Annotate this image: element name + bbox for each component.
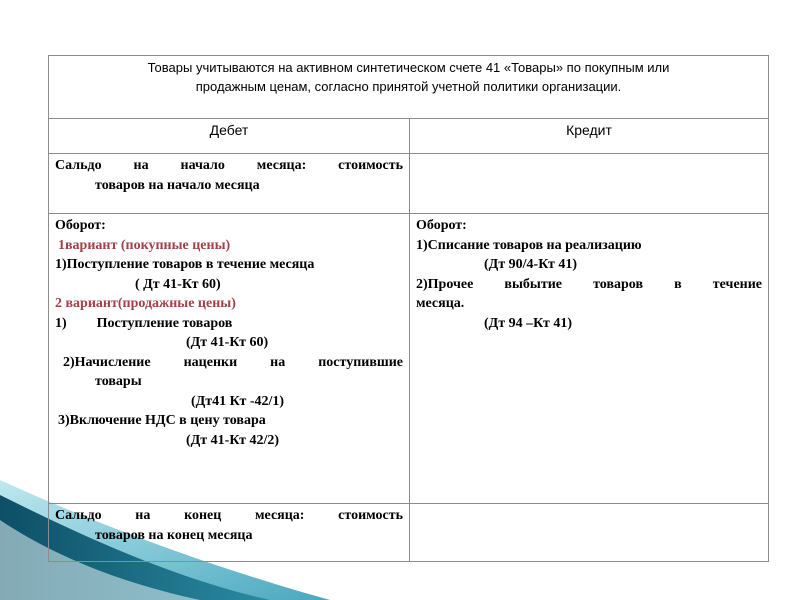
variant2-heading: 2 вариант(продажные цены) <box>55 296 236 311</box>
variant1-heading: 1вариант (покупные цены) <box>58 237 231 253</box>
turnover-credit-cell <box>410 214 769 504</box>
saldo-end-line-2: товаров на конец месяца <box>95 527 253 543</box>
saldo-end-row <box>49 504 769 562</box>
v2-item1-num: 1) <box>55 315 67 331</box>
header-line-2: продажным ценам, согласно принятой учетной политики организации. <box>195 79 622 94</box>
debit-column-header: Дебет <box>49 119 410 154</box>
turnover-debit-cell <box>49 214 410 504</box>
column-header-row <box>49 119 769 154</box>
v2-item3: 3)Включение НДС в цену товара <box>58 413 266 428</box>
header-line-1: Товары учитываются на активном синтетическом счете 41 «Товары» по покупным или <box>147 60 670 75</box>
v1-item1-entry: ( Дт 41-Кт 60) <box>135 276 221 292</box>
credit-column-header: Кредит <box>410 119 769 154</box>
credit-item1: 1)Списание товаров на реализацию <box>416 237 642 253</box>
turnover-row <box>49 214 769 504</box>
v2-item2-line-1: 2)Начисление наценки на поступившие <box>63 354 403 370</box>
v2-item1-entry: (Дт 41-Кт 60) <box>186 335 269 350</box>
saldo-start-line-2: товаров на начало месяца <box>95 177 260 193</box>
turnover-credit-title: Оборот: <box>416 218 467 233</box>
accounting-table <box>48 55 769 562</box>
credit-item1-entry: (Дт 90/4-Кт 41) <box>484 257 578 272</box>
header-cell <box>49 56 769 119</box>
saldo-start-line-1: Сальдо на начало месяца: стоимость <box>55 158 403 173</box>
saldo-end-line-1: Сальдо на конец месяца: стоимость <box>55 508 403 523</box>
credit-item2-line-1: 2)Прочее выбытие товаров в течение <box>416 276 763 292</box>
saldo-start-cell <box>49 154 410 214</box>
saldo-start-credit-cell <box>410 154 769 214</box>
saldo-end-cell <box>49 504 410 562</box>
v2-item2-entry: (Дт41 Кт -42/1) <box>191 393 285 409</box>
saldo-end-credit-cell <box>410 504 769 562</box>
v2-item1 <box>55 314 403 334</box>
v2-item3-entry: (Дт 41-Кт 42/2) <box>186 432 280 448</box>
v1-item1: 1)Поступление товаров в течение месяца <box>55 257 315 272</box>
v2-item1-text: Поступление товаров <box>96 315 233 331</box>
credit-item2-line-2: месяца. <box>416 296 465 311</box>
turnover-debit-title: Оборот: <box>55 218 106 233</box>
header-row <box>49 56 769 119</box>
saldo-start-row <box>49 154 769 214</box>
v2-item2-line-2: товары <box>95 374 142 389</box>
credit-item2-entry: (Дт 94 –Кт 41) <box>484 315 573 331</box>
